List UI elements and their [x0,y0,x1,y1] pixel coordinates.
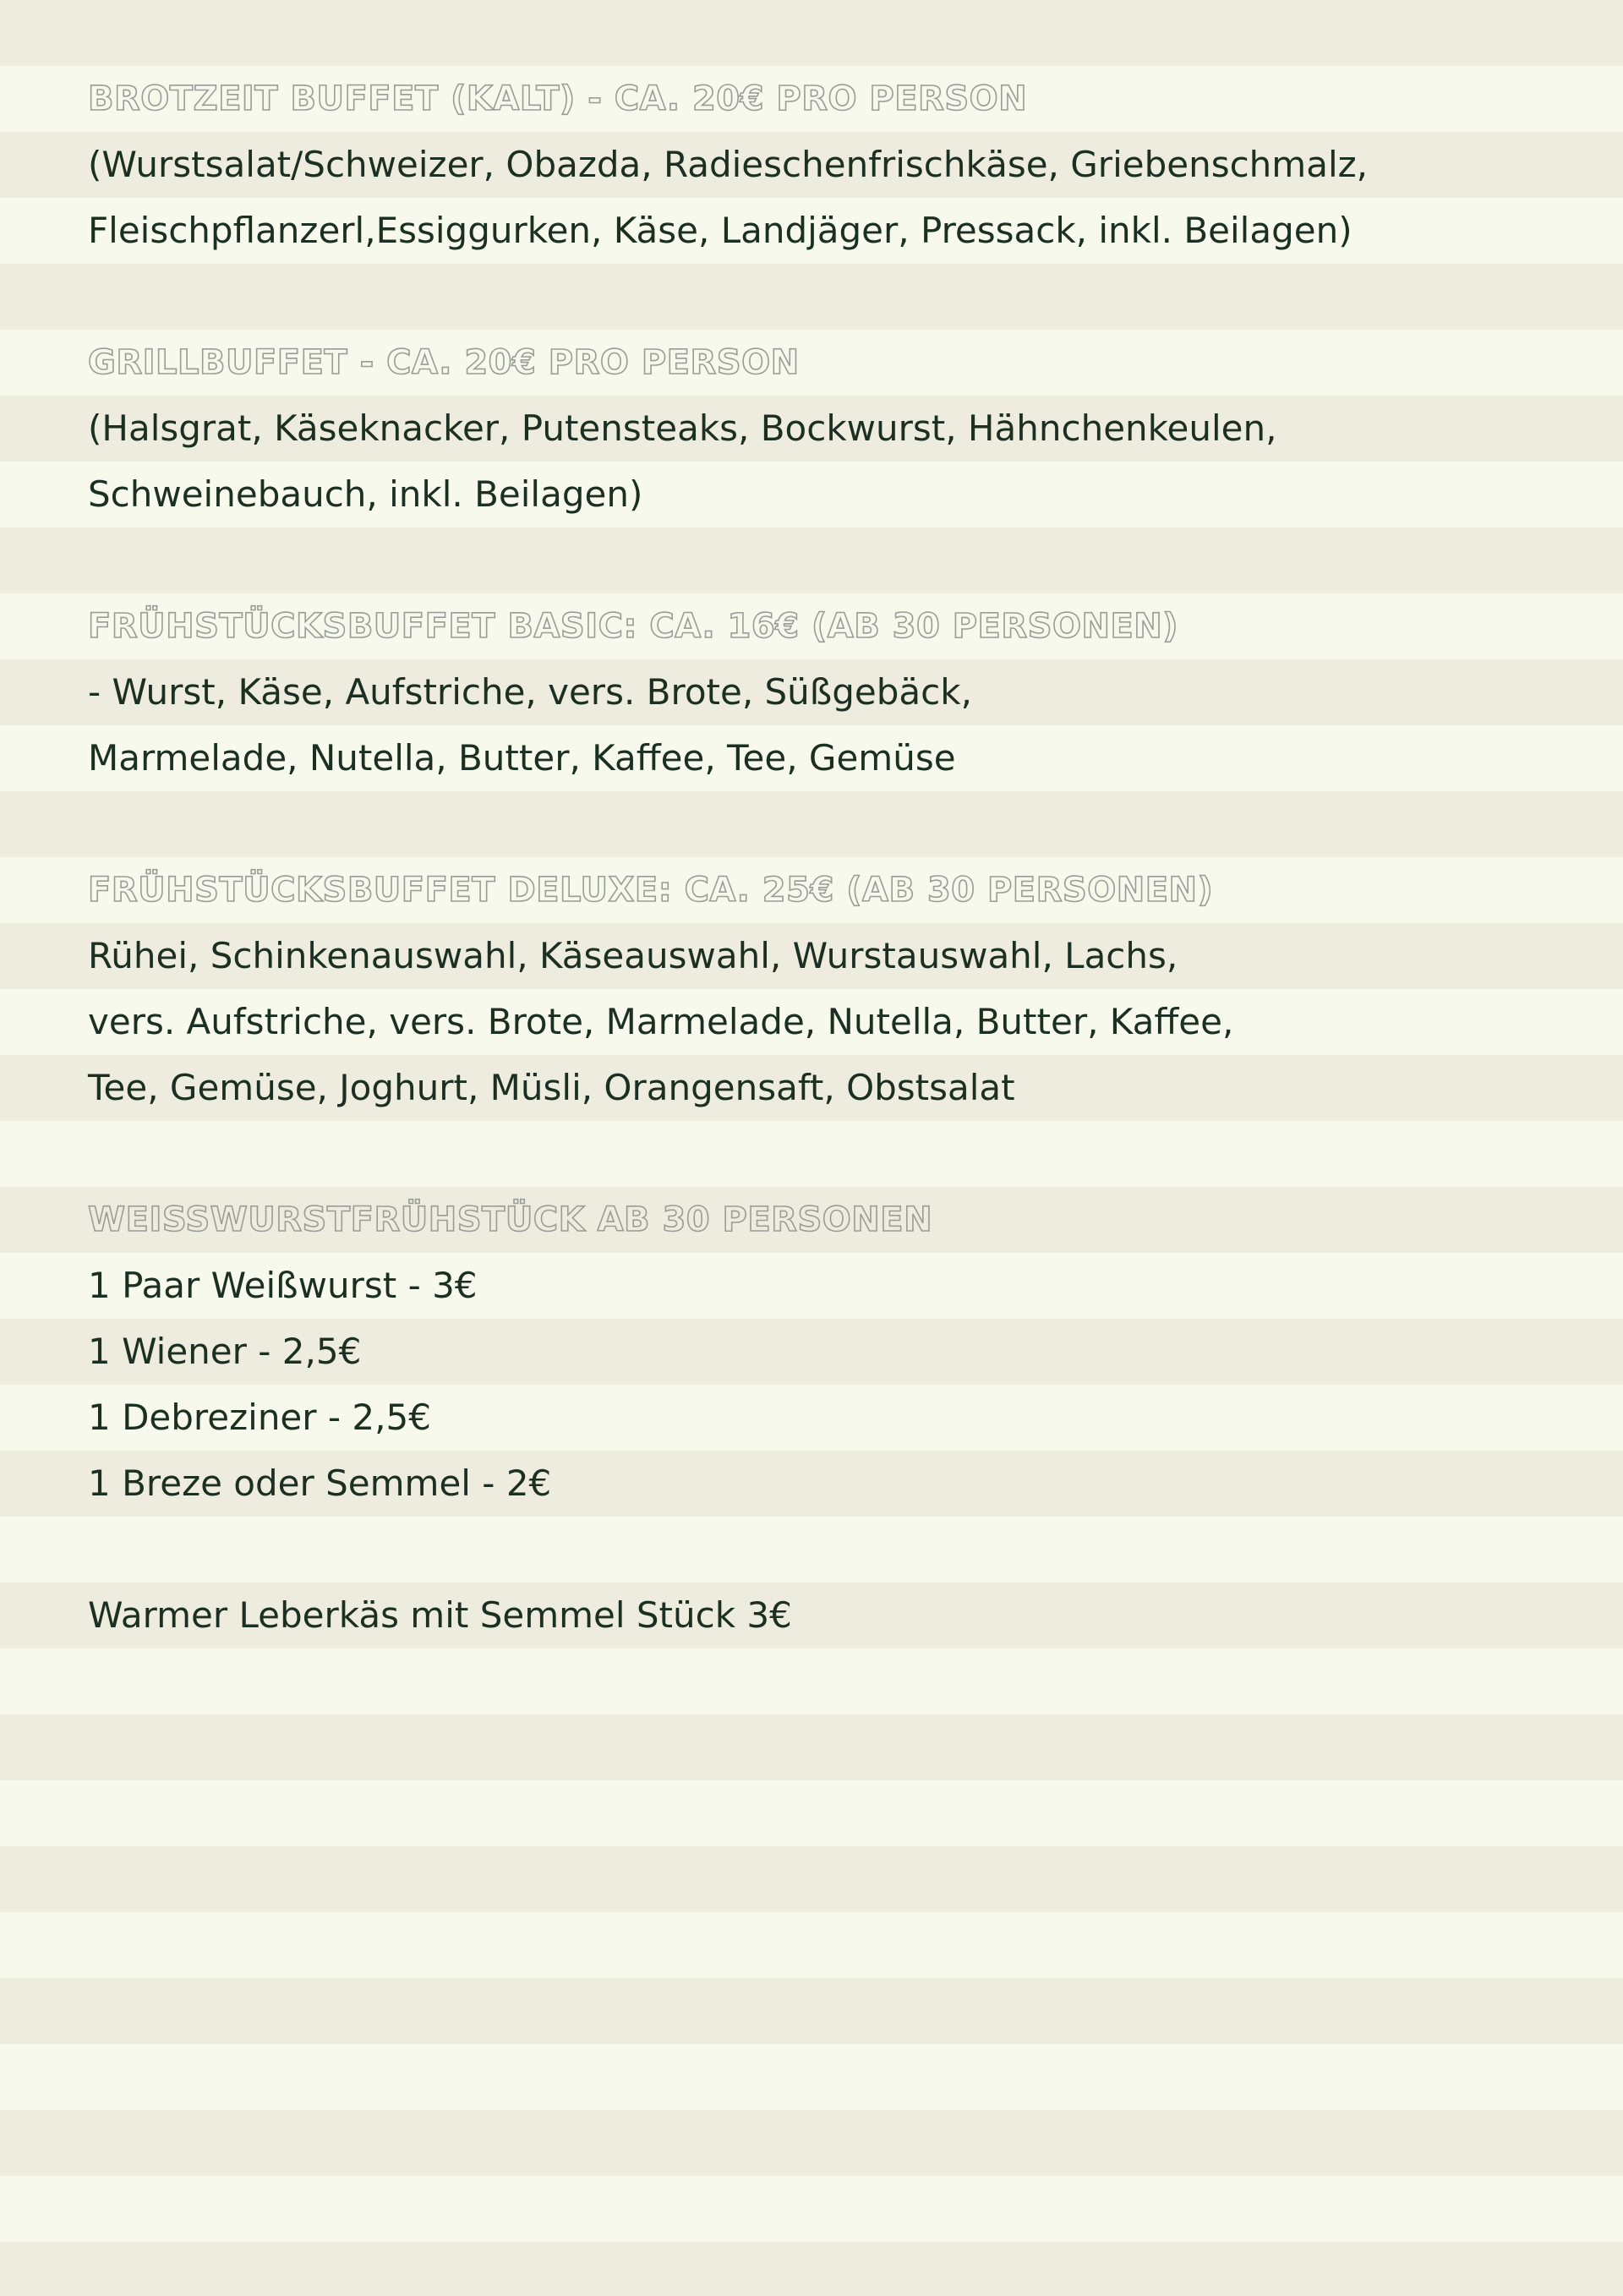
section-grillbuffet [88,330,1542,528]
menu-line: 1 Paar Weißwurst - 3€ [88,1265,478,1306]
section-weisswurstfruehstueck [88,1187,1542,1517]
section-spacer [88,264,1542,330]
menu-line: 1 Debreziner - 2,5€ [88,1397,431,1438]
menu-line: (Halsgrat, Käseknacker, Putensteaks, Bockwurst, Hähnchenkeulen, [88,407,1277,449]
menu-line: - Wurst, Käse, Aufstriche, vers. Brote, Süßgebäck, [88,671,972,713]
menu-line: 1 Wiener - 2,5€ [88,1331,362,1372]
section-heading: GRILLBUFFET - CA. 20€ PRO PERSON [88,343,800,382]
menu-line: Tee, Gemüse, Joghurt, Müsli, Orangensaft, Obstsalat [88,1067,1015,1108]
section-brotzeit-buffet [88,66,1542,264]
leberkaes-line: Warmer Leberkäs mit Semmel Stück 3€ [88,1594,792,1636]
section-heading: FRÜHSTÜCKSBUFFET DELUXE: CA. 25€ (AB 30 PERSONEN) [88,871,1214,910]
menu-line: Schweinebauch, inkl. Beilagen) [88,473,643,515]
menu-line: (Wurstsalat/Schweizer, Obazda, Radieschenfrischkäse, Griebenschmalz, [88,144,1369,185]
section-fruehstuecksbuffet-basic [88,593,1542,791]
menu-content [88,66,1542,1648]
menu-line: vers. Aufstriche, vers. Brote, Marmelade, Nutella, Butter, Kaffee, [88,1001,1234,1042]
section-spacer [88,1517,1542,1583]
section-spacer [88,528,1542,593]
menu-line: Rühei, Schinkenauswahl, Käseauswahl, Wurstauswahl, Lachs, [88,935,1178,976]
section-heading: WEISSWURSTFRÜHSTÜCK AB 30 PERSONEN [88,1200,933,1239]
menu-line: 1 Breze oder Semmel - 2€ [88,1462,552,1504]
menu-line: Marmelade, Nutella, Butter, Kaffee, Tee, Gemüse [88,737,956,779]
section-heading: BROTZEIT BUFFET (KALT) - CA. 20€ PRO PERSON [88,79,1028,118]
menu-line: Fleischpflanzerl,Essiggurken, Käse, Landjäger, Pressack, inkl. Beilagen) [88,210,1352,251]
section-heading: FRÜHSTÜCKSBUFFET BASIC: CA. 16€ (AB 30 PERSONEN) [88,607,1179,646]
section-spacer [88,791,1542,857]
section-spacer [88,1121,1542,1187]
section-fruehstuecksbuffet-deluxe [88,857,1542,1121]
